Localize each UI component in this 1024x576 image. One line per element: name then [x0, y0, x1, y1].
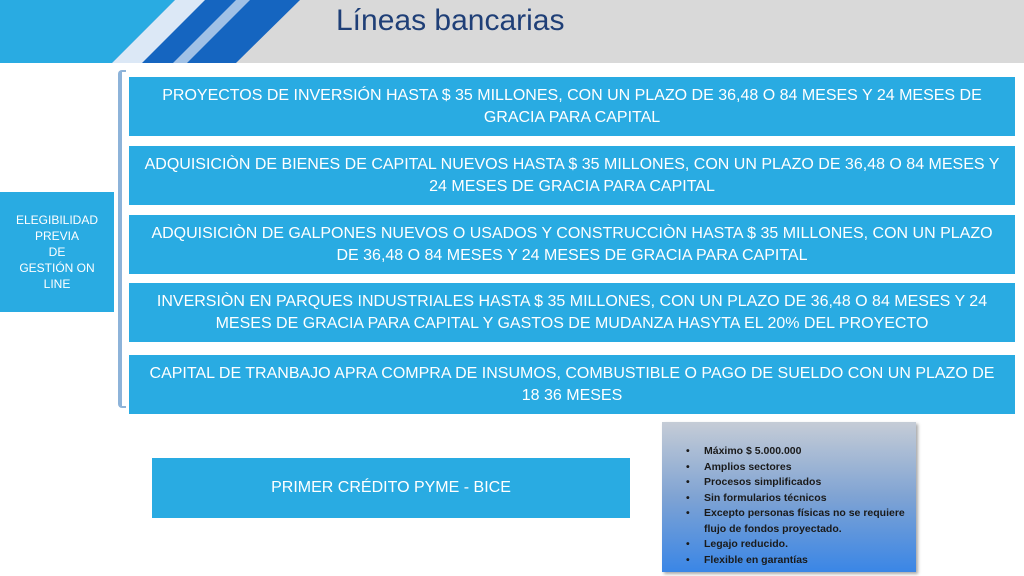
feature-item: • Flexible en garantías [686, 553, 912, 569]
eligibility-line: GESTIÓN ON [19, 261, 95, 275]
primer-credito-box [152, 458, 630, 518]
primer-credito-label: PRIMER CRÉDITO PYME - BICE [271, 479, 511, 496]
credit-line-box [129, 283, 1015, 342]
credit-line-text: CAPITAL DE TRANBAJO APRA COMPRA DE INSUMOS, COMBUSTIBLE O PAGO DE SUELDO CON UN PLAZO DE 18 36 MESES [149, 364, 995, 404]
grouping-bracket [118, 70, 126, 408]
page-title: Líneas bancarias [336, 4, 565, 37]
credit-line-text: INVERSIÒN EN PARQUES INDUSTRIALES HASTA $ 35 MILLONES, CON UN PLAZO DE 36,48 O 84 MESES Y 24 MESES DE GRACIA PARA CAPITAL Y GASTOS DE MUDANZA HASYTA EL 20% DEL PROYECTO [156, 292, 988, 332]
feature-item: • Legajo reducido. [686, 537, 912, 553]
feature-item: • Sin formularios técnicos [686, 491, 912, 507]
credit-line-text: ADQUISICIÒN DE BIENES DE CAPITAL NUEVOS HASTA $ 35 MILLONES, CON UN PLAZO DE 36,48 O 84 MESES Y 24 MESES DE GRACIA PARA CAPITAL [144, 155, 1000, 195]
feature-item: • Procesos simplificados [686, 475, 912, 491]
eligibility-line: LINE [43, 277, 71, 291]
credit-line-text: ADQUISICIÒN DE GALPONES NUEVOS O USADOS Y CONSTRUCCIÒN HASTA $ 35 MILLONES, CON UN PLAZO DE 36,48 O 84 MESES Y 24 MESES DE GRACIA PARA CAPITAL [151, 224, 993, 264]
eligibility-line: ELEGIBILIDAD [15, 213, 99, 227]
header-band [0, 0, 1024, 63]
features-list [686, 444, 912, 568]
credit-line-text: PROYECTOS DE INVERSIÓN HASTA $ 35 MILLONES, CON UN PLAZO DE 36,48 O 84 MESES Y 24 MESES DE GRACIA PARA CAPITAL [162, 86, 982, 126]
feature-item: • Amplios sectores [686, 460, 912, 476]
credit-line-box [129, 77, 1015, 136]
credit-line-box [129, 146, 1015, 205]
eligibility-line: DE [48, 245, 66, 259]
eligibility-line: PREVIA [34, 229, 79, 243]
features-panel [662, 422, 916, 572]
credit-line-box [129, 215, 1015, 274]
credit-line-box [129, 355, 1015, 414]
feature-item: • Máximo $ 5.000.000 [686, 444, 912, 460]
header-decoration [0, 0, 320, 63]
feature-item: • Excepto personas físicas no se requiere flujo de fondos proyectado. [686, 506, 912, 537]
eligibility-box [0, 192, 114, 312]
